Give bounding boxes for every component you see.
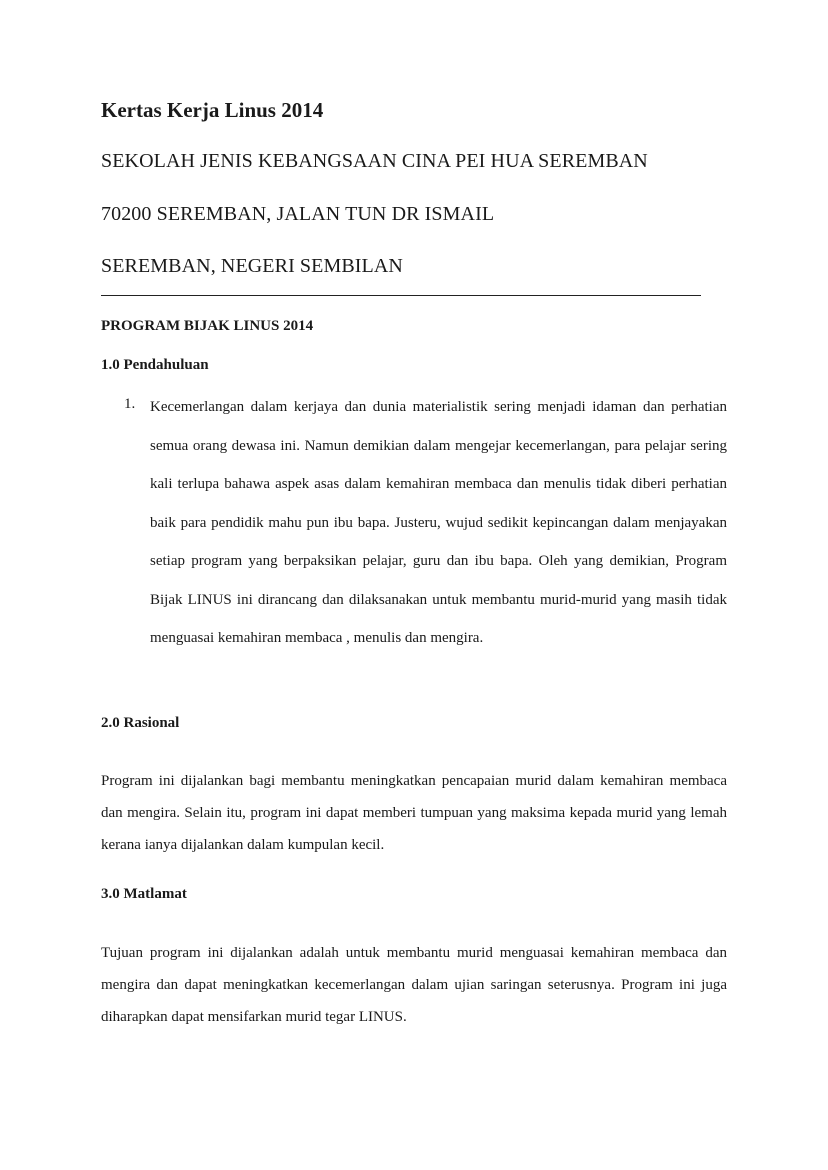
section-heading-rasional: 2.0 Rasional xyxy=(101,715,180,731)
section-heading-matlamat: 3.0 Matlamat xyxy=(101,886,187,902)
school-state-line: SEREMBAN, NEGERI SEMBILAN xyxy=(101,255,403,277)
list-item-text: Kecemerlangan dalam kerjaya dan dunia materialistik sering menjadi idaman dan perhatian semua orang dewasa ini. Namun demikian dalam mengejar kecemerlangan, para pelajar sering kali terlupa bahawa aspek asas dalam kemahiran membaca dan menulis tidak diberi perhatian baik para pendidik mahu pun ibu bapa. Justeru, wujud sedikit kepincangan dalam menjayakan setiap program yang berpaksikan pelajar, guru dan ibu bapa. Oleh yang demikian, Program Bijak LINUS ini dirancang dan dilaksanakan untuk membantu murid-murid yang masih tidak menguasai kemahiran membaca , menulis dan mengira. xyxy=(150,399,727,646)
document-title: Kertas Kerja Linus 2014 xyxy=(101,98,324,122)
program-heading: PROGRAM BIJAK LINUS 2014 xyxy=(101,318,314,334)
school-name: SEKOLAH JENIS KEBANGSAAN CINA PEI HUA SEREMBAN xyxy=(101,150,648,172)
section-heading-pendahuluan: 1.0 Pendahuluan xyxy=(101,357,209,373)
section-text-rasional: Program ini dijalankan bagi membantu meningkatkan pencapaian murid dalam kemahiran membaca dan mengira. Selain itu, program ini dapat memberi tumpuan yang maksima kepada murid yang lemah kerana ianya dijalankan dalam kumpulan kecil. xyxy=(101,773,727,853)
header-divider xyxy=(101,295,701,296)
list-item-number: 1. xyxy=(124,396,136,412)
section-text-matlamat: Tujuan program ini dijalankan adalah untuk membantu murid menguasai kemahiran membaca dan mengira dan dapat meningkatkan kecemerlangan dalam ujian saringan seterusnya. Program ini juga diharapkan dapat mensifarkan murid tegar LINUS. xyxy=(101,945,727,1025)
school-address-line: 70200 SEREMBAN, JALAN TUN DR ISMAIL xyxy=(101,203,495,225)
